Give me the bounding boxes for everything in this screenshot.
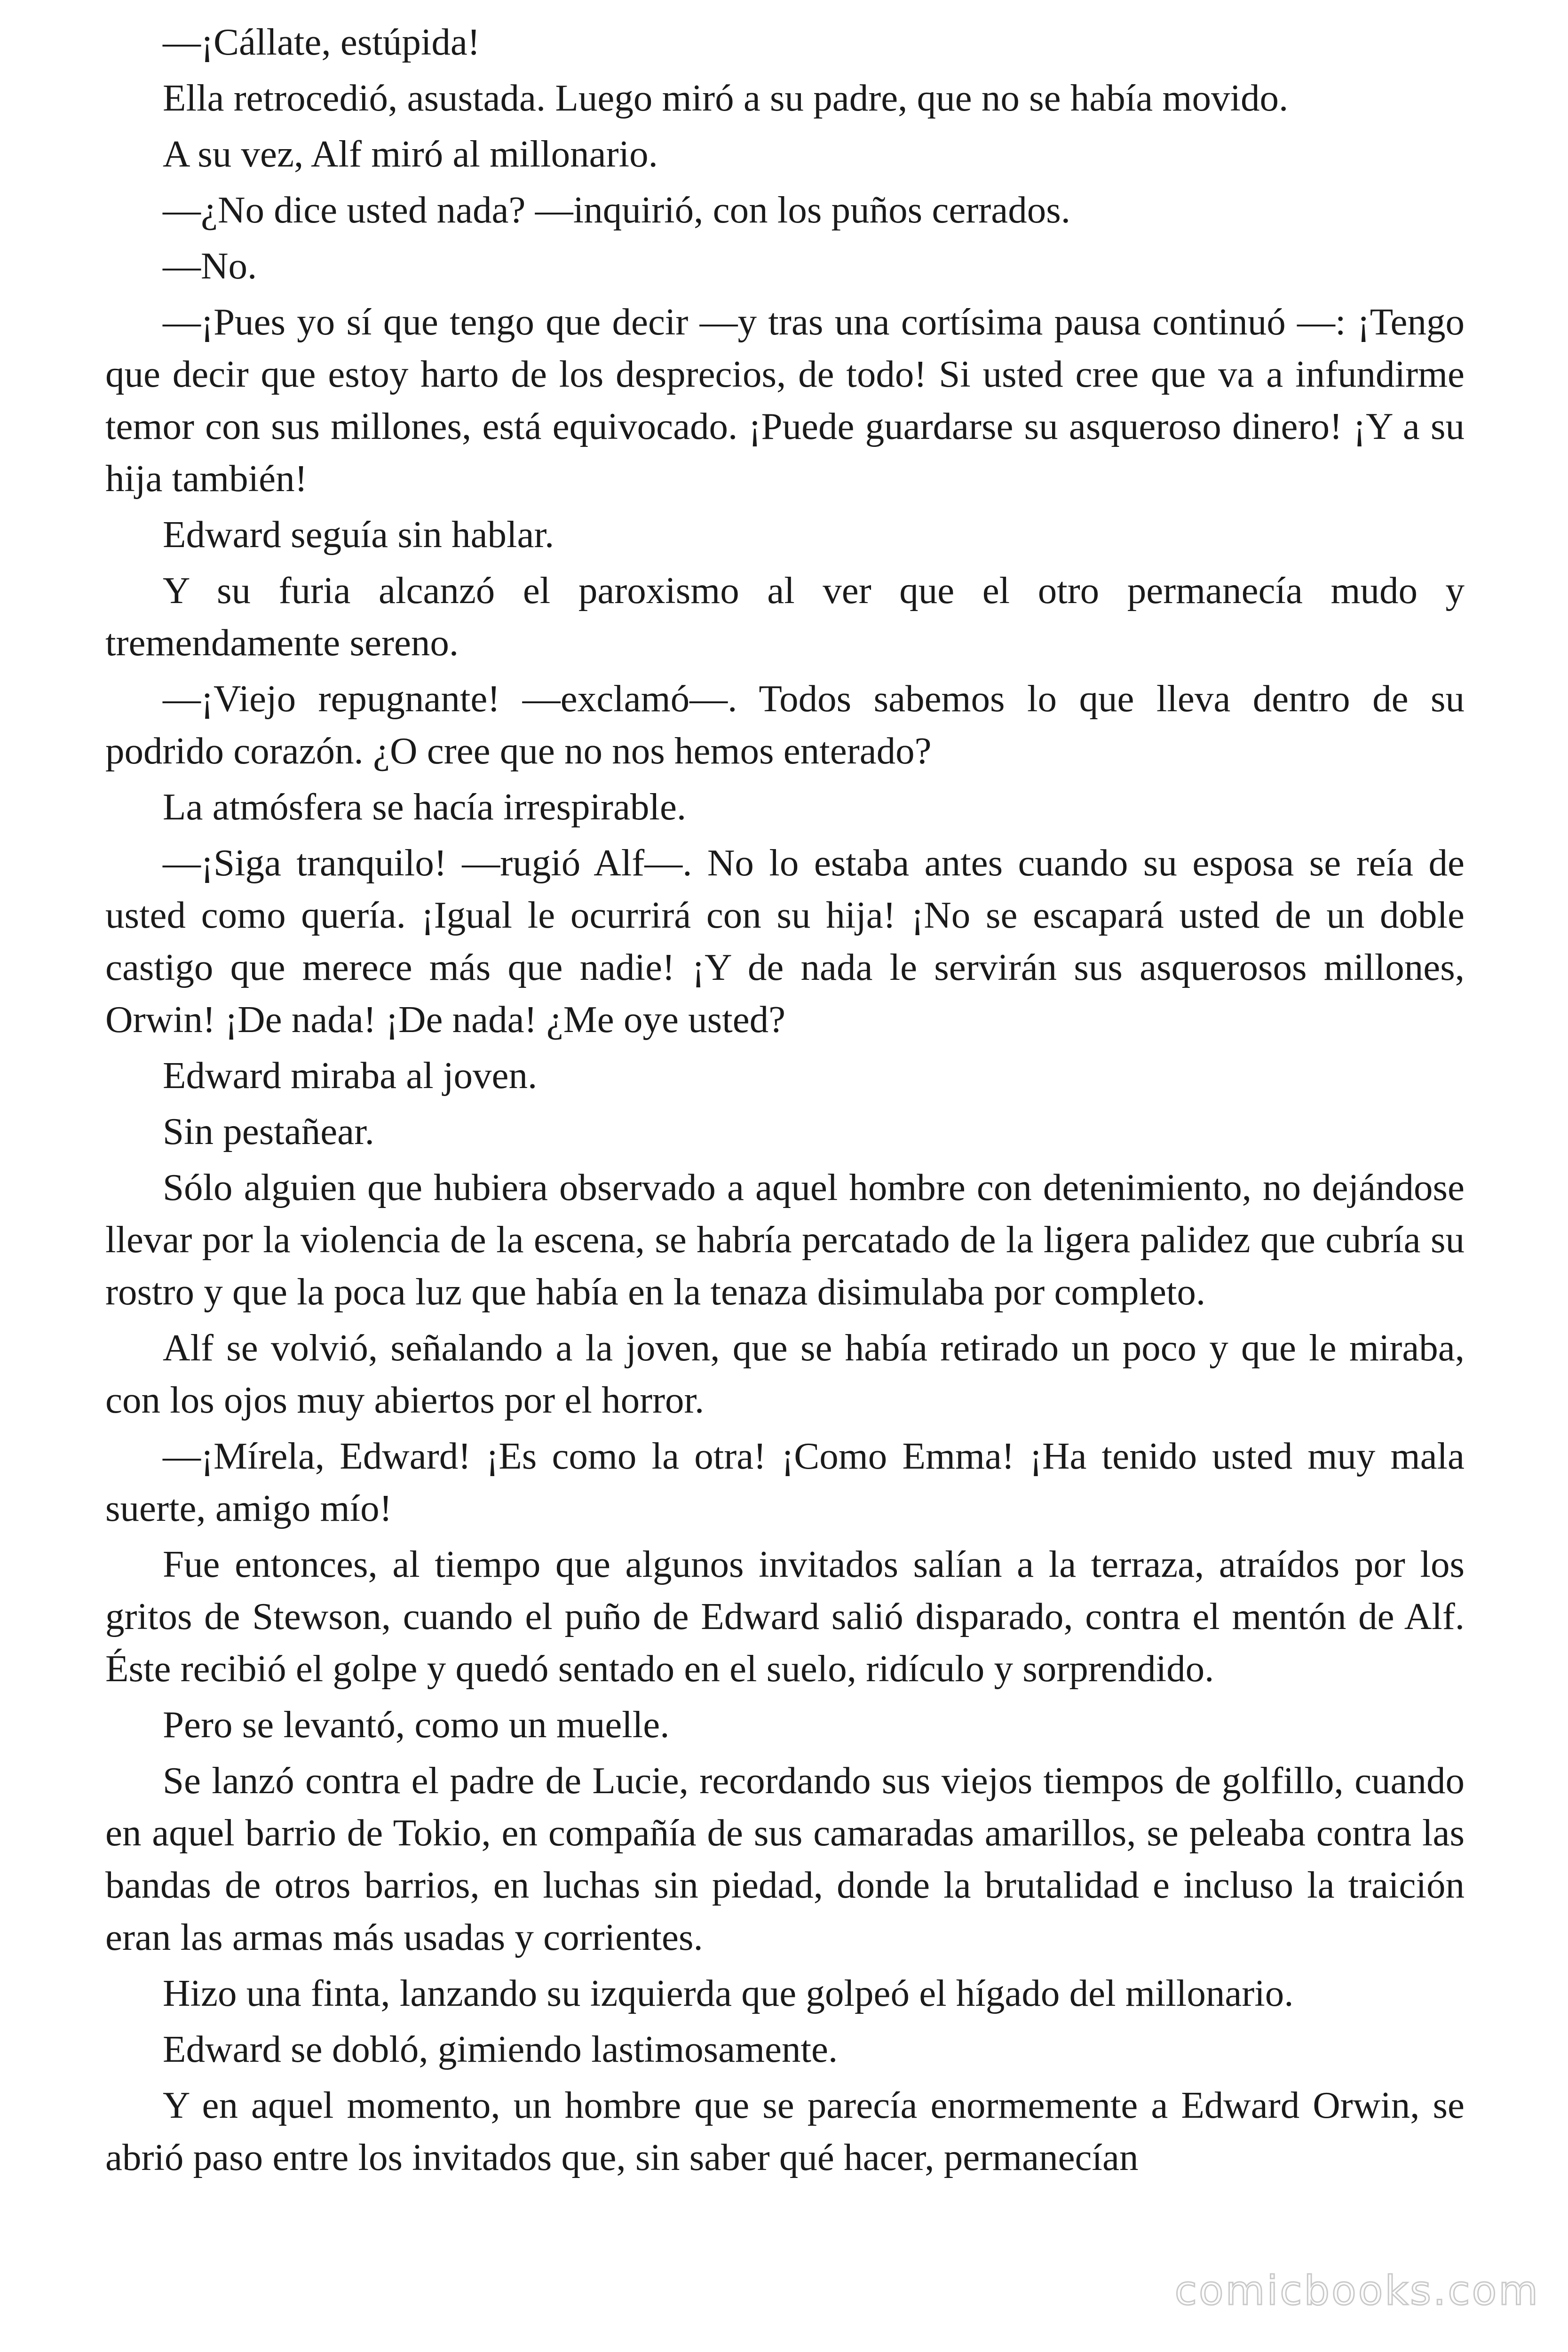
watermark: comicbooks.com	[1174, 2267, 1540, 2314]
paragraph: Edward miraba al joven.	[163, 1054, 538, 1097]
paragraph: Y su furia alcanzó el paroxismo al ver que el otro permanecía mudo y tremendamente sereno.	[105, 569, 1465, 664]
paragraph: Hizo una finta, lanzando su izquierda que golpeó el hígado del millonario.	[163, 1972, 1294, 2014]
paragraph: Edward seguía sin hablar.	[163, 513, 554, 556]
paragraph: Pero se levantó, como un muelle.	[163, 1703, 670, 1746]
paragraph: —¡Viejo repugnante! —exclamó—. Todos sabemos lo que lleva dentro de su podrido corazón. ¿O cree que no nos hemos enterado?	[105, 677, 1465, 772]
paragraph: Se lanzó contra el padre de Lucie, recordando sus viejos tiempos de golfillo, cuando en aquel barrio de Tokio, en compañía de sus camaradas amarillos, se peleaba contra las bandas de otros barrios, en luchas sin piedad, donde la brutalidad e incluso la traición eran las armas más usadas y corrientes.	[105, 1759, 1465, 1958]
paragraph: —¡Pues yo sí que tengo que decir —y tras una cortísima pausa continuó —: ¡Tengo que decir que estoy harto de los desprecios, de todo! Si usted cree que va a infundirme temor con sus millones, está equivocado. ¡Puede guardarse su asqueroso dinero! ¡Y a su hija también!	[105, 301, 1465, 500]
paragraph: —No.	[163, 245, 257, 287]
paragraph: —¡Siga tranquilo! —rugió Alf—. No lo estaba antes cuando su esposa se reía de usted como quería. ¡Igual le ocurrirá con su hija! ¡No se escapará usted de un doble castigo que merece más que nadie! ¡Y de nada le servirán sus asquerosos millones, Orwin! ¡De nada! ¡De nada! ¿Me oye usted?	[105, 842, 1465, 1041]
paragraph: Edward se dobló, gimiendo lastimosamente.	[163, 2028, 838, 2070]
paragraph: Alf se volvió, señalando a la joven, que se había retirado un poco y que le miraba, con los ojos muy abiertos por el horror.	[105, 1327, 1465, 1421]
paragraph: Sin pestañear.	[163, 1110, 374, 1152]
paragraph: La atmósfera se hacía irrespirable.	[163, 786, 687, 828]
paragraph: —¿No dice usted nada? —inquirió, con los puños cerrados.	[163, 189, 1070, 231]
paragraph: Fue entonces, al tiempo que algunos invitados salían a la terraza, atraídos por los gritos de Stewson, cuando el puño de Edward salió disparado, contra el mentón de Alf. Éste recibió el golpe y quedó sentado en el suelo, ridículo y sorprendido.	[105, 1543, 1465, 1690]
paragraph: Ella retrocedió, asustada. Luego miró a su padre, que no se había movido.	[163, 77, 1289, 119]
paragraph: —¡Mírela, Edward! ¡Es como la otra! ¡Como Emma! ¡Ha tenido usted muy mala suerte, amigo mío!	[105, 1435, 1465, 1529]
body-text	[105, 16, 1465, 2187]
paragraph: A su vez, Alf miró al millonario.	[163, 133, 658, 175]
paragraph: —¡Cállate, estúpida!	[163, 21, 480, 63]
paragraph: Sólo alguien que hubiera observado a aquel hombre con detenimiento, no dejándose llevar por la violencia de la escena, se habría percatado de la ligera palidez que cubría su rostro y que la poca luz que había en la tenaza disimulaba por completo.	[105, 1166, 1465, 1313]
paragraph: Y en aquel momento, un hombre que se parecía enormemente a Edward Orwin, se abrió paso entre los invitados que, sin saber qué hacer, permanecían	[105, 2084, 1465, 2178]
